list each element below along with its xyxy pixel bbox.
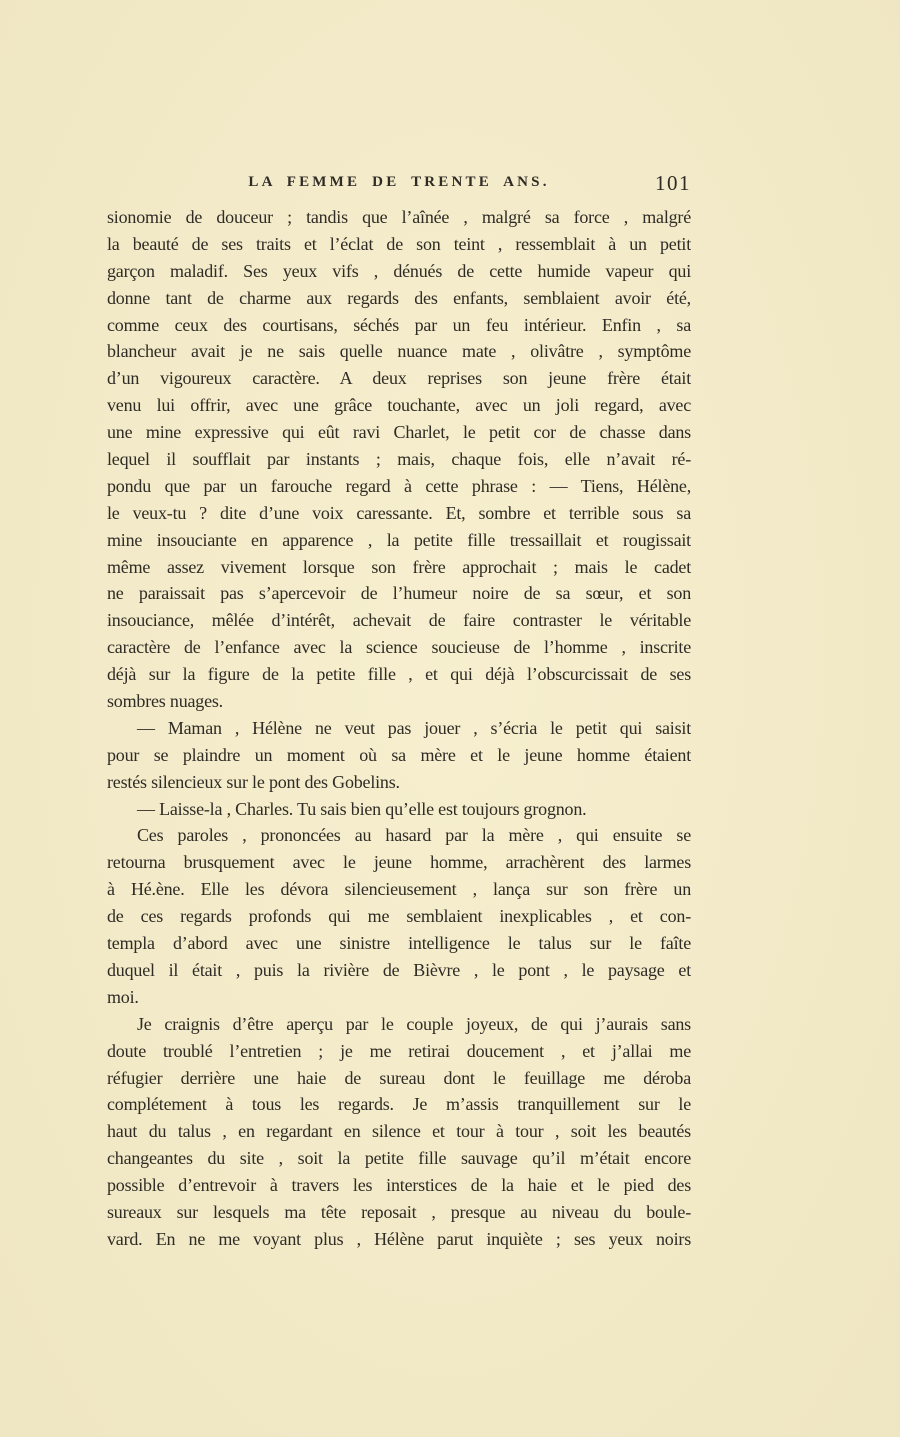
text-line: changeantes du site , soit la petite fille sauvage qu’il m’était encore (107, 1148, 691, 1169)
page-header (107, 171, 691, 196)
text-line: sombres nuages. (107, 691, 223, 712)
text-line: déjà sur la figure de la petite fille , et qui déjà l’obscurcissait de ses (107, 664, 691, 685)
text-line: sionomie de douceur ; tandis que l’aînée , malgré sa force , malgré (107, 207, 691, 227)
text-line: templa d’abord avec une sinistre intelligence le talus sur le faîte (107, 933, 691, 954)
text-line: mine insouciante en apparence , la petite fille tressaillait et rougissait (107, 529, 691, 550)
text-line: insouciance, mêlée d’intérêt, achevait de faire contraster le véritable (107, 610, 691, 631)
text-line: Ces paroles , prononcées au hasard par la mère , qui ensuite se (137, 825, 691, 846)
page-body (107, 204, 691, 1253)
text-line: — Maman , Hélène ne veut pas jouer , s’écria le petit qui saisit (137, 717, 691, 738)
text-line: ne paraissait pas s’apercevoir de l’humeur noire de sa sœur, et son (107, 583, 691, 604)
text-line: duquel il était , puis la rivière de Bièvre , le pont , le paysage et (107, 959, 691, 980)
text-line: venu lui offrir, avec une grâce touchante, avec un joli regard, avec (107, 395, 691, 416)
text-line: pour se plaindre un moment où sa mère et le jeune homme étaient (107, 744, 691, 765)
text-line: vard. En ne me voyant plus , Hélène parut inquiète ; ses yeux noirs (107, 1228, 691, 1249)
text-line: une mine expressive qui eût ravi Charlet, le petit cor de chasse dans (107, 422, 691, 443)
text-line: restés silencieux sur le pont des Gobelins. (107, 771, 400, 792)
text-line: — Laisse-la , Charles. Tu sais bien qu’elle est toujours grognon. (137, 798, 587, 819)
text-line: donne tant de charme aux regards des enfants, semblaient avoir été, (107, 287, 691, 308)
text-line: pondu que par un farouche regard à cette phrase : — Tiens, Hélène, (107, 475, 691, 496)
text-line: retourna brusquement avec le jeune homme, arrachèrent des larmes (107, 852, 691, 873)
text-line: moi. (107, 986, 139, 1007)
text-line: le veux-tu ? dite d’une voix caressante. Et, sombre et terrible sous sa (107, 502, 691, 523)
text-line: de ces regards profonds qui me semblaient inexplicables , et con- (107, 906, 691, 927)
text-line: haut du talus , en regardant en silence et tour à tour , soit les beautés (107, 1121, 691, 1142)
text-line: réfugier derrière une haie de sureau dont le feuillage me déroba (107, 1067, 691, 1088)
text-line: à Hé.ène. Elle les dévora silencieusement , lança sur son frère un (107, 879, 691, 900)
text-line: doute troublé l’entretien ; je me retirai doucement , et j’allai me (107, 1040, 691, 1061)
text-line: même assez vivement lorsque son frère approchait ; mais le cadet (107, 556, 691, 577)
running-title: LA FEMME DE TRENTE ANS. (248, 174, 550, 190)
text-line: sureaux sur lesquels ma tête reposait , presque au niveau du boule- (107, 1201, 691, 1222)
text-line: complétement à tous les regards. Je m’assis tranquillement sur le (107, 1094, 691, 1115)
text-line: comme ceux des courtisans, séchés par un feu intérieur. Enfin , sa (107, 314, 691, 335)
text-line: d’un vigoureux caractère. A deux reprises son jeune frère était (107, 368, 691, 389)
text-line: blancheur avait je ne sais quelle nuance mate , olivâtre , symptôme (107, 341, 691, 362)
text-line: garçon maladif. Ses yeux vifs , dénués de cette humide vapeur qui (107, 260, 691, 281)
text-line: possible d’entrevoir à travers les interstices de la haie et le pied des (107, 1175, 691, 1196)
text-line: lequel il soufflait par instants ; mais, chaque fois, elle n’avait ré- (107, 449, 691, 470)
text-line: Je craignis d’être aperçu par le couple joyeux, de qui j’aurais sans (137, 1013, 691, 1034)
text-line: caractère de l’enfance avec la science soucieuse de l’homme , inscrite (107, 637, 691, 658)
page-number: 101 (655, 171, 691, 195)
text-line: la beauté de ses traits et l’éclat de son teint , ressemblait à un petit (107, 233, 691, 254)
